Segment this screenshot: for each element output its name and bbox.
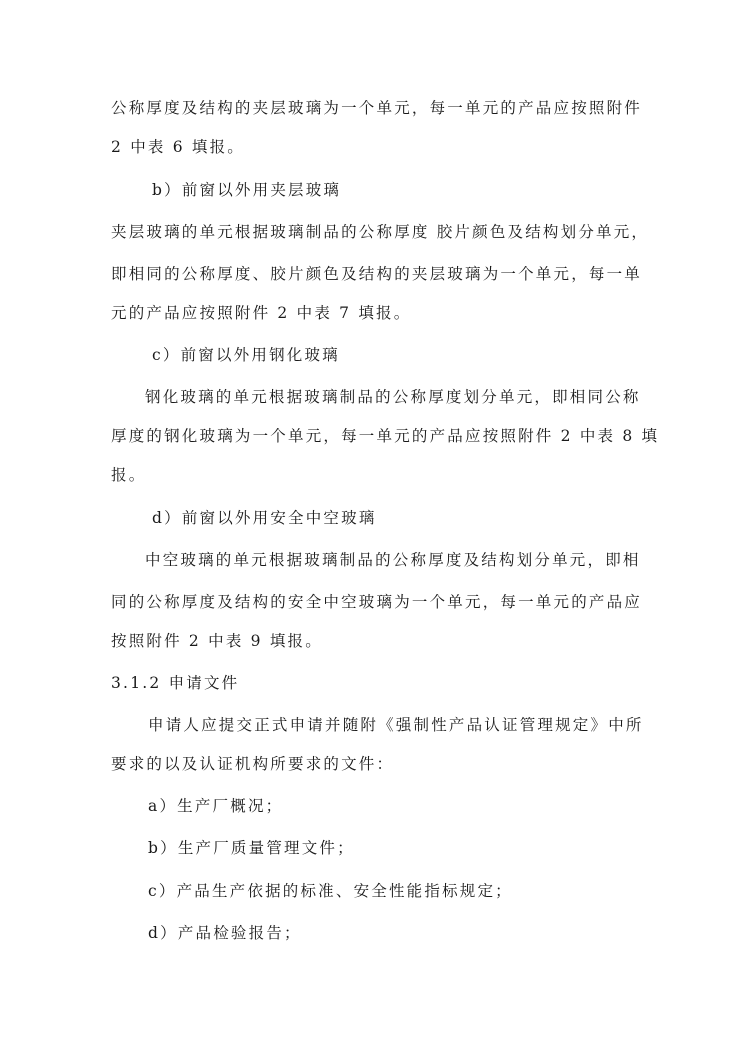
text-line: 元的产品应按照附件 2 中表 7 填报。 (111, 304, 412, 322)
text-line: 按照附件 2 中表 9 填报。 (111, 632, 323, 650)
section-heading-c: c）前窗以外用钢化玻璃 (152, 346, 340, 364)
text-line: 2 中表 6 填报。 (111, 138, 246, 156)
text-line: 钢化玻璃的单元根据玻璃制品的公称厚度划分单元，即相同公称 (145, 388, 641, 406)
section-heading-b: b）前窗以外用夹层玻璃 (152, 181, 342, 199)
text-line: 厚度的钢化玻璃为一个单元，每一单元的产品应按照附件 2 中表 8 填 (111, 427, 660, 445)
list-item-a: a）生产厂概况； (148, 797, 284, 815)
list-item-d: d）产品检验报告； (148, 924, 302, 942)
text-line: 中空玻璃的单元根据玻璃制品的公称厚度及结构划分单元，即相 (145, 551, 641, 569)
text-line: 同的公称厚度及结构的安全中空玻璃为一个单元，每一单元的产品应 (111, 593, 643, 611)
text-line: 报。 (111, 466, 147, 484)
text-line: 公称厚度及结构的夹层玻璃为一个单元，每一单元的产品应按照附件 (111, 99, 643, 117)
text-line: 要求的以及认证机构所要求的文件： (111, 755, 395, 773)
text-line: 即相同的公称厚度、胶片颜色及结构的夹层玻璃为一个单元，每一单 (111, 265, 643, 283)
list-item-b: b）生产厂质量管理文件； (148, 839, 355, 857)
section-heading-3-1-2: 3.1.2 申请文件 (111, 674, 240, 692)
text-line: 申请人应提交正式申请并随附《强制性产品认证管理规定》中所 (148, 716, 644, 734)
text-line: 夹层玻璃的单元根据玻璃制品的公称厚度 胶片颜色及结构划分单元， (111, 223, 650, 241)
section-heading-d: d）前窗以外用安全中空玻璃 (152, 509, 377, 527)
list-item-c: c）产品生产依据的标准、安全性能指标规定； (148, 882, 513, 900)
